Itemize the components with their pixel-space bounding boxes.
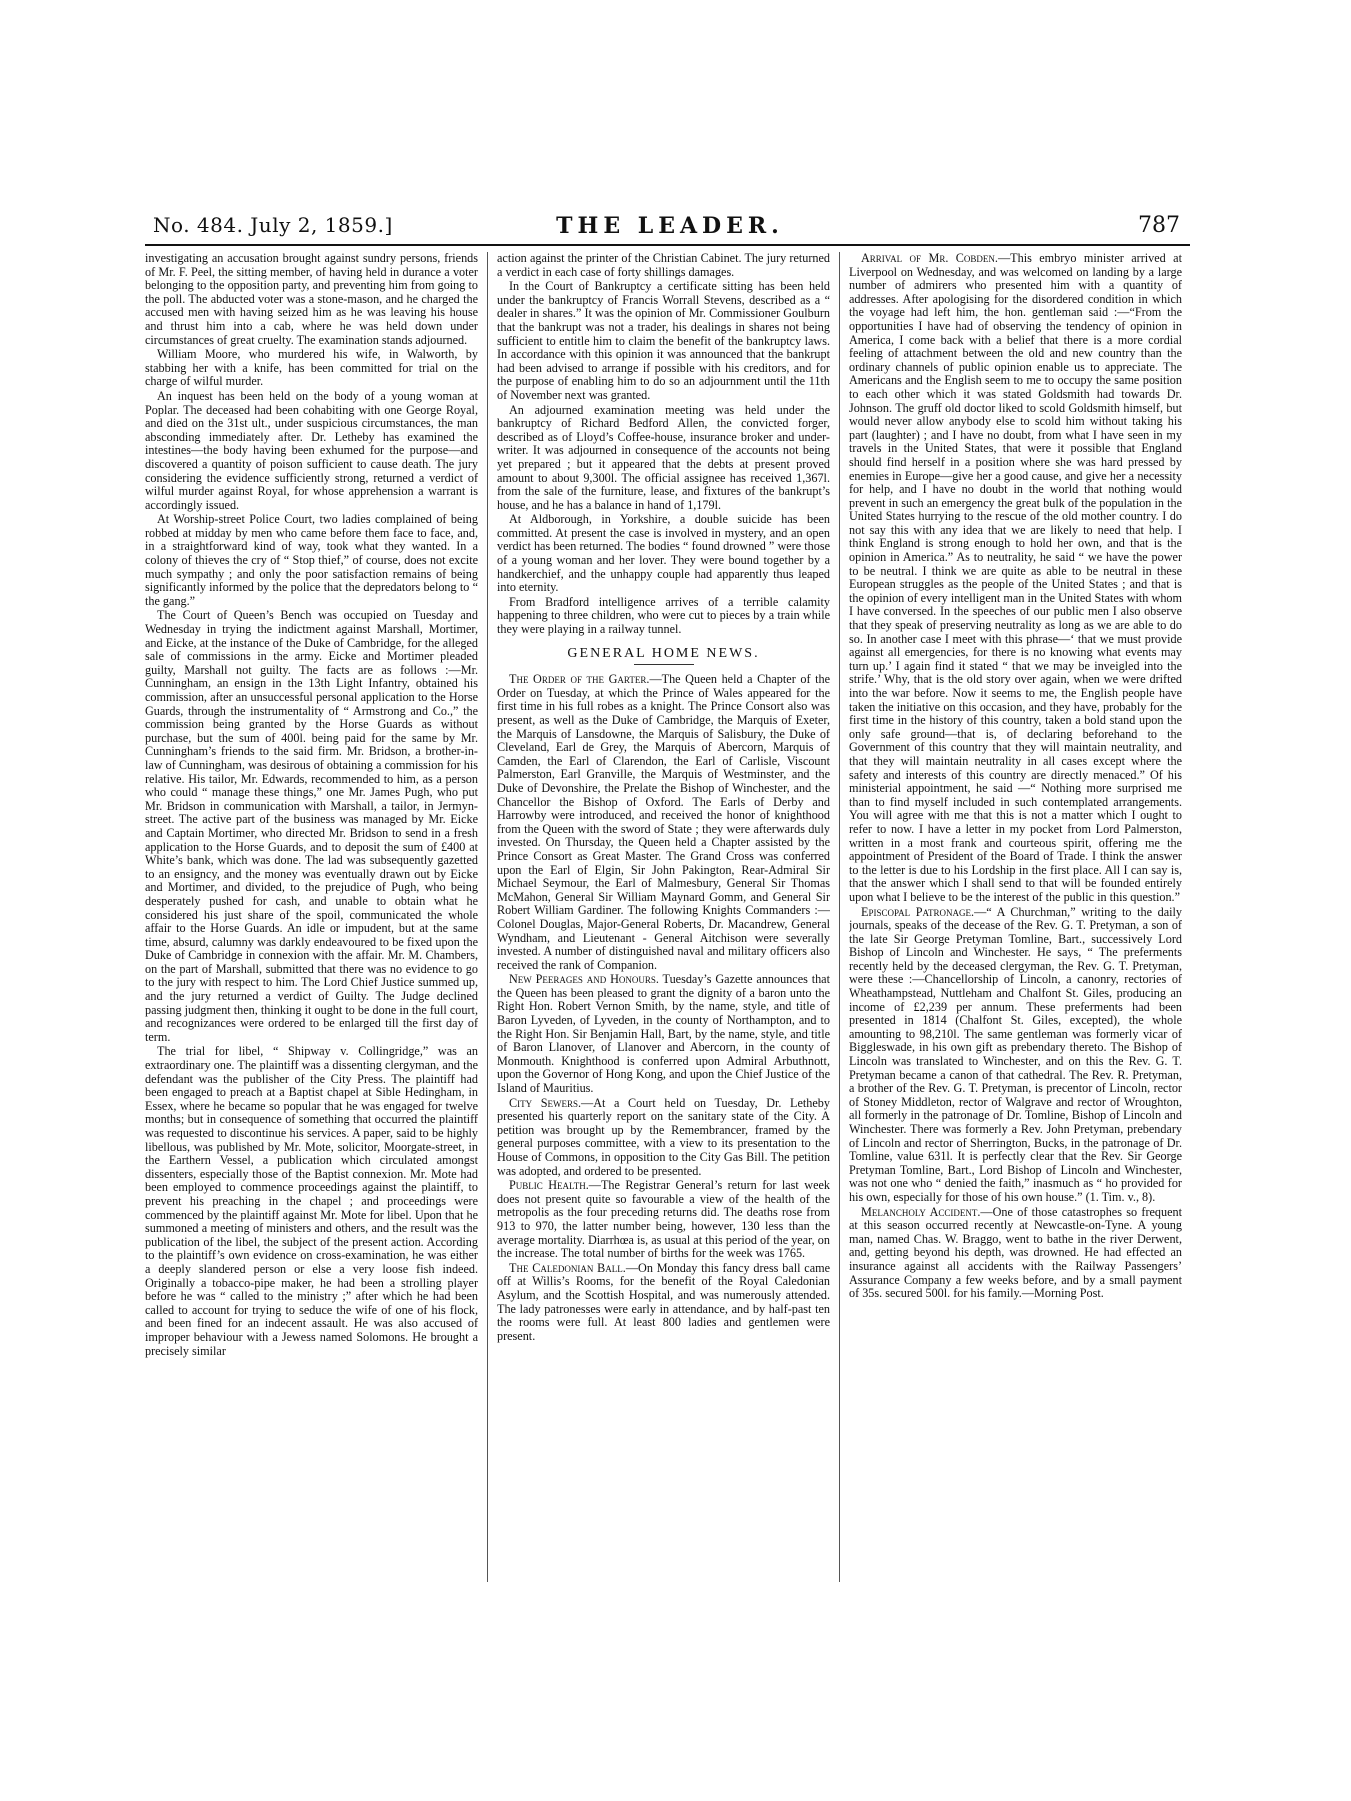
masthead-title: THE LEADER.	[556, 213, 784, 239]
paragraph: investigating an accusation brought against sundry persons, friends of Mr. F. Peel, the sitting member, of having held in durance a voter belonging to the opposition party, and preventing him from going to the poll. The abducted voter was a stone-mason, and he charged the accused men with having seized him as he was leaving his house and thrust him into a cab, where he was held down under circumstances of great cruelty. The examination stands adjourned.	[145, 252, 478, 347]
news-item-text: Tuesday’s Gazette announces that the Queen has been pleased to grant the dignity of a baron unto the Right Hon. Robert Vernon Smith, by the name, style, and title of Baron Lyveden, of Lyveden, in the county of Northampton, and to the Right Hon. Sir Benjamin Hall, Bart, by the name, style, and title of Baron Llanover, of Llanover and Abercorn, in the county of Monmouth. Knighthood is conferred upon Admiral Arbuthnott, upon the Governor of Hong Kong, and upon the Chief Justice of the Island of Mauritius.	[497, 972, 830, 1096]
paragraph: At Aldborough, in Yorkshire, a double suicide has been committed. At present the case is involved in mystery, and an open verdict has been returned. The bodies “ found drowned ” were those of a young woman and her lover. They were bound together by a handkerchief, and the unhappy couple had apparently thus leaped into eternity.	[497, 512, 830, 595]
paragraph: The Court of Queen’s Bench was occupied on Tuesday and Wednesday in trying the indictment against Marshall, Mortimer, and Eicke, at the instance of the Duke of Cambridge, for the alleged sale of commissions in the army. Eicke and Mortimer pleaded guilty, Marshall not guilty. The facts are as follows :—Mr. Cunningham, an ensign in the 13th Light Infantry, obtained his commission, after an unsuccessful personal application to the Horse Guards, through the instrumentality of “ Armstrong and Co.,” the commission being granted by the Horse Guards as without purchase, but the sum of 400l. being paid for the same by Mr. Cunningham’s friends to the said firm. Mr. Bridson, a brother-in-law of Cunningham, was desirous of obtaining a commission for his relative. His tailor, Mr. Edwards, recommended to him, as a person who could “ manage these things,” one Mr. James Pugh, who put Mr. Bridson in communication with Marshall, a tailor, in Jermyn-street. The active part of the business was managed by Mr. Eicke and Captain Mortimer, who directed Mr. Bridson to send in a fresh application to the Horse Guards, and to deposit the sum of £400 at White’s bank, which was done. The lad was subsequently gazetted to an ensigncy, and the money was eventually drawn out by Eicke and Mortimer, and divided, to the prejudice of Pugh, who being desperately pushed for cash, and unable to obtain what he considered his just share of the spoil, communicated the whole affair to the Horse Guards. An idle or impudent, but at the same time, absurd, calumny was darkly endeavoured to be fixed upon the Duke of Cambridge in connexion with the affair. Mr. M. Chambers, on the part of Marshall, submitted that there was no evidence to go to the jury with respect to him. The Lord Chief Justice summed up, and the jury returned a verdict of Guilty. The Judge declined passing judgment then, thinking it ought to be done in the full court, and recognizances were ordered to be enlarged till the first day of term.	[145, 608, 478, 1044]
news-item-lead: The Caledonian Ball.	[509, 1260, 626, 1275]
paragraph: The trial for libel, “ Shipway v. Collingridge,” was an extraordinary one. The plaintiff was a dissenting clergyman, and the defendant was the publisher of the City Press. The plaintiff had been engaged to preach at a Baptist chapel at Sible Hedingham, in Essex, where he became so popular that he was engaged for twelve months; but in consequence of something that occurred the plaintiff was requested to discontinue his services. A paper, said to be highly libellous, was published by Mr. Mote, solicitor, Moorgate-street, in the Earthern Vessel, a publication which circulated amongst dissenters, especially those of the Baptist connexion. Mr. Mote had been employed to commence proceedings against the plaintiff, to prevent his preaching in the chapel ; and proceedings were commenced by the plaintiff against Mr. Mote for libel. Upon that he summoned a meeting of ministers and others, and the result was the publication of the libel, the subject of the present action. According to the plaintiff’s own evidence on cross-examination, he was either a deeply slandered person or else a very loose fish indeed. Originally a tobacco-pipe maker, he had been a strolling player before he was “ called to the ministry ;” after which he had been called to account for trying to seduce the wife of one of his flock, and been fined for an indecent assault. He was also accused of improper behaviour with a Jewess named Solomons. He brought a precisely similar	[145, 1044, 478, 1358]
news-item-text: —The Queen held a Chapter of the Order on Tuesday, at which the Prince of Wales appeared for the first time in his full robes as a knight. The Prince Consort also was present, as well as the Duke of Cambridge, the Marquis of Exeter, the Marquis of Lansdowne, the Marquis of Salisbury, the Duke of Cleveland, Earl de Grey, the Marquis of Abercorn, Marquis of Camden, the Earl of Clarendon, the Earl of Carlisle, Viscount Palmerston, Earl Granville, the Marquis of Westminster, and the Duke of Devonshire, the Prelate the Bishop of Winchester, and the Chancellor the Bishop of Oxford. The Earls of Derby and Harrowby were introduced, and received the honor of knighthood from the Queen with the sword of State ; they were afterwards duly invested. On Thursday, the Queen held a Chapter assisted by the Prince Consort as Great Master. The Grand Cross was conferred upon the Earl of Elgin, Sir John Pakington, Rear-Admiral Sir Michael Seymour, the Earl of Malmesbury, General Sir Thomas McMahon, General Sir William Maynard Gomm, and General Sir Robert William Gardiner. The following Knights Commanders :—Colonel Douglas, Major-General Roberts, Dr. Macandrew, General Wyndham, and Lieutenant - General Aitchison were severally invested. A number of distinguished naval and military officers also received the rank of Companion.	[497, 672, 830, 972]
news-item-lead: City Sewers.	[509, 1095, 582, 1110]
paragraph: From Bradford intelligence arrives of a terrible calamity happening to three children, who were cut to pieces by a train while they were playing in a railway tunnel.	[497, 594, 830, 637]
paragraph: action against the printer of the Christian Cabinet. The jury returned a verdict in each case of forty shillings damages.	[497, 252, 830, 279]
news-item-lead: Melancholy Accident.	[861, 1204, 981, 1219]
news-item-lead: New Peerages and Honours.	[509, 972, 659, 987]
news-item-lead: The Order of the Garter.	[509, 672, 650, 687]
paragraph: An adjourned examination meeting was held under the bankruptcy of Richard Bedford Allen, the convicted forger, described as of Lloyd’s Coffee-house, insurance broker and under-writer. It was adjourned in consequence of the accounts not being yet prepared ; but it appeared that the debts at present proved amount to about 9,300l. The official assignee has received 1,367l. from the sale of the furniture, lease, and fixtures of the bankrupt’s house, and he has a balance in hand of 1,179l.	[497, 402, 830, 512]
column-rule	[487, 252, 488, 1582]
paragraph: In the Court of Bankruptcy a certificate sitting has been held under the bankruptcy of Francis Worrall Stevens, described as a “ dealer in shares.” It was the opinion of Mr. Commissioner Goulburn that the bankrupt was not a trader, his dealings in shares not being sufficient to entitle him to claim the benefit of the bankruptcy laws. In accordance with this opinion it was announced that the bankrupt had been advised to arrange if possible with his creditors, and for the purpose of enabling him to do so an adjournment until the 11th of November next was granted.	[497, 279, 830, 402]
news-item-text: —At a Court held on Tuesday, Dr. Letheby presented his quarterly report on the sanitary state of the City. A petition was brought up by the Remembrancer, framed by the general purposes committee, with a view to its presentation to the House of Commons, in opposition to the City Gas Bill. The petition was adopted, and ordered to be presented.	[497, 1095, 830, 1178]
page-header	[145, 210, 1190, 246]
column-3	[849, 252, 1182, 1597]
section-heading: GENERAL HOME NEWS.	[497, 647, 830, 666]
issue-date: No. 484. July 2, 1859.]	[153, 213, 393, 237]
news-item	[497, 1097, 830, 1179]
news-item-lead: Public Health.	[509, 1178, 589, 1193]
news-item-lead: Episcopal Patronage.	[861, 904, 975, 919]
news-item	[497, 973, 830, 1095]
news-item	[497, 1262, 830, 1344]
column-1	[145, 252, 478, 1597]
news-item-lead: Arrival of Mr. Cobden.	[861, 252, 998, 265]
page-number: 787	[1138, 213, 1180, 238]
news-item-text: —“ A Churchman,” writing to the daily journals, speaks of the decease of the Rev. G. T. Pretyman, a son of the late Sir George Pretyman Tomline, Bart., successively Lord Bishop of Lincoln and Winchester. He says, “ The preferments recently held by the deceased clergyman, the Rev. G. T. Pretyman, were these :—Chancellorship of Lincoln, a canonry, rectories of Wheathampstead, Nuttleham and Chalfont St. Giles, producing an income of £2,239 per annum. These preferments had been presented in 1814 (Chalfont St. Giles, excepted), the whole amounting to 98,210l. The same gentleman was formerly vicar of Biggleswade, in his own gift as prebendary thereto. The Bishop of Lincoln was translated to Winchester, and on this the Rev. G. T. Pretyman became a canon of that cathedral. The Rev. R. Pretyman, a brother of the Rev. G. T. Pretyman, is precentor of Lincoln, rector of Stoney Middleton, rector of Walgrave and rector of Wroughton, all formerly in the patronage of Dr. Tomline, Bishop of Lincoln and Winchester. There was formerly a Rev. John Pretyman, prebendary of Lincoln and rector of Sherrington, Bucks, in the patronage of Dr. Tomline, value 631l. It is perfectly clear that the Rev. Sir George Pretyman Tomline, Bart., Lord Bishop of Lincoln and Winchester, was not one who “ denied the faith,” inasmuch as “ ho provided for his own, especially for those of his own house.” (1. Tim. v., 8).	[849, 904, 1182, 1204]
news-item-text: —One of those catastrophes so frequent at this season occurred recently at Newcastle-on-Tyne. A young man, named Chas. W. Braggo, went to bathe in the river Derwent, and, getting beyond his depth, was drowned. He had effected an insurance against all accidents with the Railway Passengers’ Assurance Company a few weeks before, and by a small payment of 35s. secured 500l. for his family.—Morning Post.	[849, 1204, 1182, 1301]
column-rule	[839, 252, 840, 1582]
news-item-text: —The Registrar General’s return for last week does not present quite so favourable a view of the health of the metropolis as the four preceding returns did. The deaths rose from 913 to 970, the latter number being, however, 130 less than the average mortality. Diarrhœa is, as usual at this period of the year, on the increase. The total number of births for the week was 1765.	[497, 1178, 830, 1261]
news-item	[849, 906, 1182, 1205]
news-item	[849, 252, 1182, 905]
news-item-text: —This embryo minister arrived at Liverpool on Wednesday, and was welcomed on landing by a large number of admirers who presented him with a quantity of addresses. After apologising for the disordered condition in which the voyage had left him, the hon. gentleman said :—“From the opportunities I have had of observing the tendency of opinion in America, I come back with a belief that there is a more cordial feeling of attachment between the old and new country than the ordinary channels of public opinion enable us to appreciate. The Americans and the English seem to me to occupy the same position to each other which it was stated Goldsmith had towards Dr. Johnson. The gruff old doctor liked to scold Goldsmith himself, but would never allow anybody else to scold him without taking his part (laughter) ; and I have no doubt, from what I have seen in my travels in the United States, that were it possible that England should find herself in a position where she was hard pressed by enemies in Europe—give her a good cause, and give her a necessity for help, and I have no doubt in the world that nothing would prevent in such an emergency the great bulk of the population in the United States hurrying to the rescue of the old mother country. I do not say this with any idea that we are likely to need that help. I think England is strong enough to hold her own, and that is the opinion in America.” As to neutrality, he said “ we have the power to be neutral. I think we are quite as able to be neutral in these European struggles as the people of the United States ; and that is the opinion of every intelligent man in the United States with whom I have conversed. In the speeches of our public men I also observe that they speak of preserving neutrality as long as we are able to do so. In another case I meet with this phrase—‘ that we must provide against all emergencies, for there is no knowing what events may turn up.’ I again find it stated “ that we may be inveigled into the strife.’ Why, that is the old story over again, when we were drifted into the war before. Now it seems to me, the English people have taken the initiative on this occasion, and they have, probably for the first time in the history of this country, taken a bold stand upon the only safe ground—that is, of declaring beforehand to the Government of this country that they will maintain neutrality, and that they will maintain neutrality in all cases except where the safety and interests of this country are directly menaced.” Of his ministerial appointment, he said —“ Nothing more surprised me than to find myself included in such contemplated arrangements. You will agree with me that this is not a matter which I ought to refer to now. I have a letter in my pocket from Lord Palmerston, written in a most frank and courteous spirit, offering me the appointment of President of the Board of Trade. I think the answer to the letter is due to his Lordship in the first place. All I can say is, that the answer which I shall send to that will be founded entirely upon what I believe to be the interest of the public in this question.”	[849, 252, 1182, 904]
paragraph: William Moore, who murdered his wife, in Walworth, by stabbing her with a knife, has been committed for trial on the charge of wilful murder.	[145, 347, 478, 389]
news-item	[849, 1206, 1182, 1301]
column-2	[497, 252, 830, 1597]
paragraph: An inquest has been held on the body of a young woman at Poplar. The deceased had been cohabiting with one George Royal, and died on the 31st ult., under suspicious circumstances, the man absconding immediately after. Dr. Letheby has examined the intestines—the body having been exhumed for the purpose—and discovered a quantity of poison sufficient to cause death. The jury considering the evidence sufficiently strong, returned a verdict of wilful murder against Royal, for whose apprehension a warrant is accordingly issued.	[145, 388, 478, 512]
newspaper-page	[145, 210, 1190, 1600]
news-item	[497, 673, 830, 972]
paragraph: At Worship-street Police Court, two ladies complained of being robbed at midday by men who came before them face to face, and, in a straightforward kind of way, took what they wanted. In a colony of thieves the cry of “ Stop thief,” of course, does not excite much sympathy ; and only the poor satisfaction remains of being significantly informed by the police that the depredators belong to “ the gang.”	[145, 512, 478, 608]
news-item	[497, 1179, 830, 1261]
news-item-text: —On Monday this fancy dress ball came off at Willis’s Rooms, for the benefit of the Royal Caledonian Asylum, and the Scottish Hospital, and was numerously attended. The lady patronesses were early in attendance, and by half-past ten the rooms were full. At least 800 ladies and gentlemen were present.	[497, 1260, 830, 1343]
